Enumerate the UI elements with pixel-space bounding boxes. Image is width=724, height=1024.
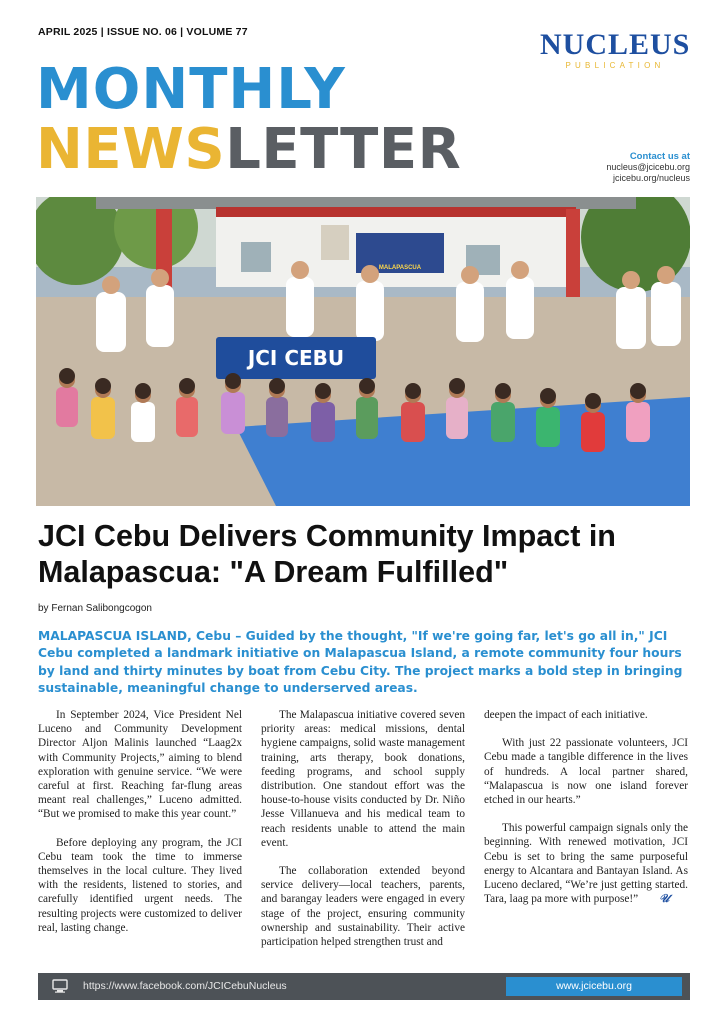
masthead-news: NEWS — [36, 117, 226, 182]
article-column-1 — [38, 708, 242, 949]
footer-bar — [38, 973, 690, 1000]
end-mark-icon: 𝒰 — [659, 893, 670, 906]
group-photo — [36, 197, 690, 506]
paragraph: With just 22 passionate volunteers, JCI Cebu made a tangible difference in the lives of hundreds. A local partner shared, “Malapascua is now one island forever etched in our hearts.” — [484, 737, 688, 807]
paragraph: deepen the impact of each initiative. — [484, 709, 648, 721]
contact-block — [606, 151, 690, 184]
photo-sign-text: MALAPASCUA — [378, 265, 422, 271]
masthead-newsletter — [36, 117, 462, 182]
article-body — [38, 708, 692, 964]
paragraph-closing — [484, 821, 688, 906]
paragraph: The collaboration extended beyond service delivery—local teachers, parents, and barangay leaders were engaged in every stage of the project, ensuring community ownership and sustainability. Their active participation helped strengthen trust and — [261, 865, 465, 949]
contact-site-link[interactable]: jcicebu.org/nucleus — [612, 173, 690, 183]
article-byline: by Fernan Salibongcogon — [38, 603, 152, 614]
paragraph-text: This powerful campaign signals only the beginning. With renewed motivation, JCI Cebu is set to bring the same purposeful energy to Alcantara and Bantayan Island. As Luceno declared, “We’re just getting started. Tara, laag pa more with purpose!” — [484, 822, 688, 906]
website-link[interactable]: www.jcicebu.org — [506, 977, 682, 996]
facebook-link[interactable]: https://www.facebook.com/JCICebuNucleus — [83, 980, 287, 992]
paragraph: Before deploying any program, the JCI Cebu team took the time to immerse themselves in the local culture. They lived with the residents, listened to stories, and carefully identified urgent needs. The resulting projects were customized to deliver real, lasting change. — [38, 836, 242, 934]
masthead-monthly: MONTHLY — [36, 57, 346, 122]
contact-title: Contact us at — [629, 151, 690, 162]
article-headline: JCI Cebu Delivers Community Impact in Malapascua: "A Dream Fulfilled" — [38, 519, 616, 589]
paragraph: In September 2024, Vice President Nel Luceno and Community Development Director Aljon Malinis launched “Laag2x with Community Projects,” aiming to blend exploration with genuine service. “We were careful at first. Reaching far-flung areas meant real challenges,” Luceno admitted. “But we promised to make this year count.” — [38, 709, 242, 821]
brand-name: NUCLEUS — [540, 28, 691, 61]
paragraph: The Malapascua initiative covered seven priority areas: medical missions, dental hygiene campaigns, solid waste management training, arts therapy, book donations, feeding programs, and school supply distribution. One standout effort was the house-to-house visits conducted by Dr. Niño Jesse Villanueva and his medical team to reach residents unable to attend the main event. — [261, 709, 465, 849]
issue-line: APRIL 2025 | ISSUE NO. 06 | VOLUME 77 — [38, 26, 248, 38]
photo-banner-text: JCI CEBU — [247, 346, 345, 370]
contact-email-link[interactable]: nucleus@jcicebu.org — [606, 162, 690, 172]
masthead-letter: LETTER — [225, 117, 462, 182]
article-column-2 — [261, 708, 465, 963]
article-lead: MALAPASCUA ISLAND, Cebu – Guided by the thought, "If we're going far, let's go all in," JCI Cebu completed a landmark initiative on Malapascua Island, a remote community four hours by land and thirty minutes by boat from Cebu City. The project marks a bold step in bringing sustainable, meaningful change to underserved areas. — [38, 629, 683, 696]
article-column-3 — [484, 708, 688, 920]
brand-logo[interactable] — [540, 30, 690, 70]
computer-icon — [52, 979, 68, 993]
brand-subtitle: PUBLICATION — [565, 61, 665, 70]
